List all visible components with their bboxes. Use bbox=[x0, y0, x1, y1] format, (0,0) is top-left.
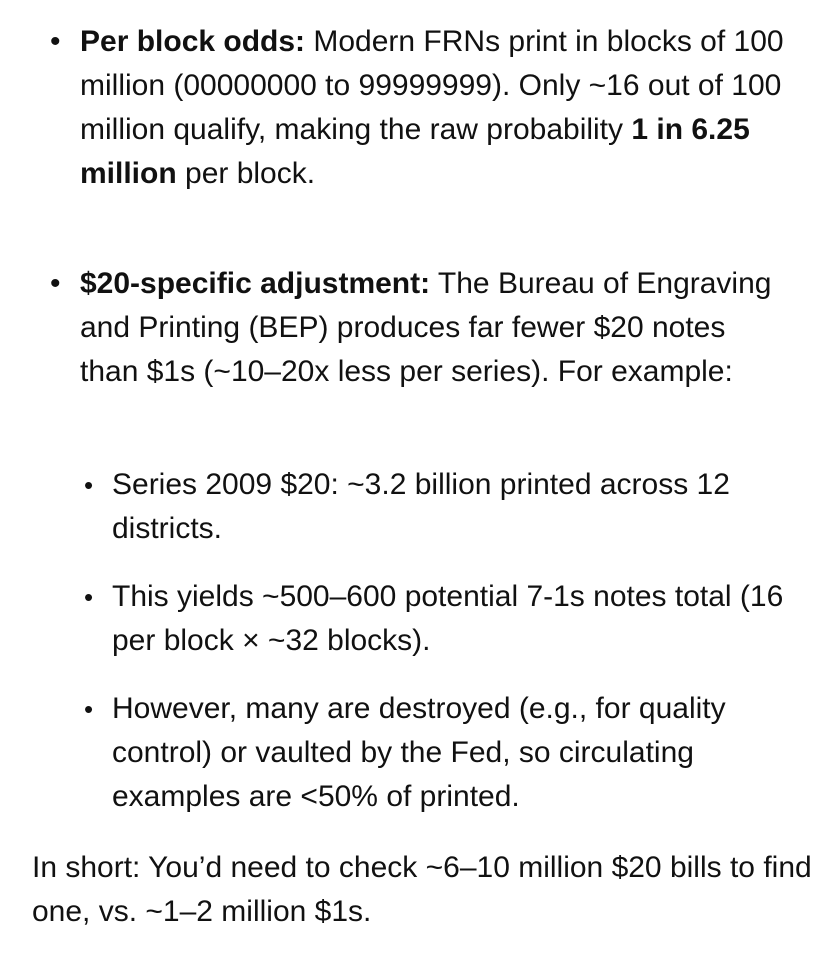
sub-bullet-marker: • bbox=[84, 470, 94, 500]
bullet-20-specific-adjustment bbox=[80, 262, 790, 394]
bullet-marker: • bbox=[50, 267, 61, 300]
sub-bullet-potential-notes: This yields ~500–600 potential 7-1s notes total (16 per block × ~32 blocks). bbox=[112, 580, 784, 657]
bullet-text-end: per block. bbox=[176, 157, 316, 190]
bullet-marker: • bbox=[50, 25, 61, 58]
sub-bullet-marker: • bbox=[84, 582, 94, 612]
bullet-label: Per block odds: bbox=[80, 25, 306, 58]
bullet-text: The Bureau of Engraving and Printing (BEP) produces far fewer $20 notes than $1s (~10–20x less per series). For example: bbox=[80, 267, 772, 388]
sub-bullet-series-2009: Series 2009 $20: ~3.2 billion printed across 12 districts. bbox=[112, 468, 730, 545]
sub-bullet-destroyed-vaulted: However, many are destroyed (e.g., for quality control) or vaulted by the Fed, so circulating examples are <50% of printed. bbox=[112, 692, 726, 813]
sub-bullet-marker: • bbox=[84, 694, 94, 724]
conclusion-paragraph: In short: You’d need to check ~6–10 million $20 bills to find one, vs. ~1–2 million $1s. bbox=[32, 851, 812, 928]
bullet-per-block-odds bbox=[80, 20, 815, 196]
bullet-bold-probability: 1 in 6.25 million bbox=[80, 113, 750, 190]
bullet-label: $20-specific adjustment: bbox=[80, 267, 431, 300]
bullet-text: Modern FRNs print in blocks of 100 million (00000000 to 99999999). Only ~16 out of 100 million qualify, making the raw probability bbox=[80, 25, 784, 146]
